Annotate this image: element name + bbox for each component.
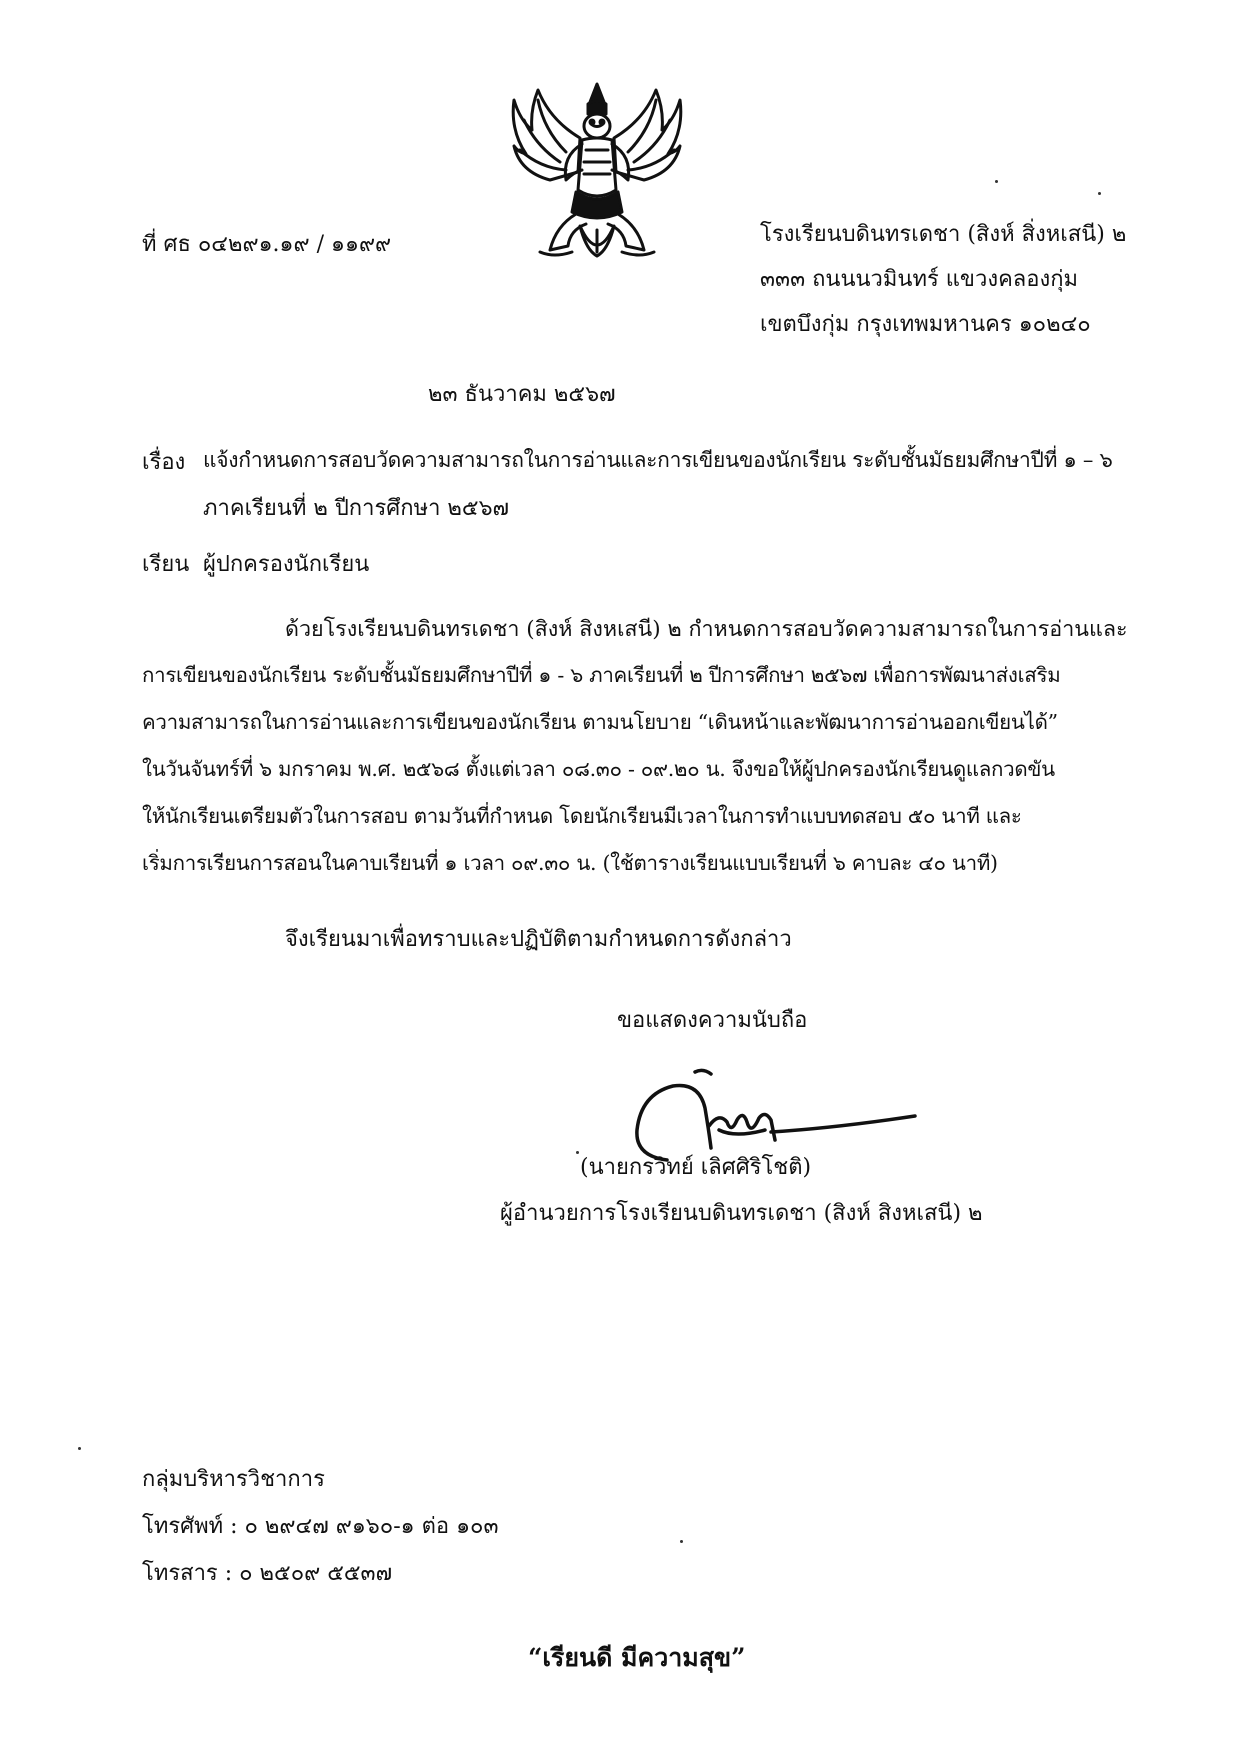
- scan-speck: [576, 1151, 579, 1154]
- subject-line-1: แจ้งกำหนดการสอบวัดความสามารถในการอ่านและการเขียนของนักเรียน ระดับชั้นมัธยมศึกษาปีที่ ๑ – ๖: [203, 448, 1113, 472]
- letter-date: ๒๓ ธันวาคม ๒๕๖๗: [428, 382, 616, 407]
- reference-number: ที่ ศธ ๐๔๒๙๑.๑๙ / ๑๑๙๙: [142, 232, 392, 257]
- garuda-emblem: [510, 80, 685, 272]
- body-line: ความสามารถในการอ่านและการเขียนของนักเรียน ตามนโยบาย “เดินหน้าและพัฒนาการอ่านออกเขียนได้”: [142, 710, 1058, 734]
- subject-line-2: ภาคเรียนที่ ๒ ปีการศึกษา ๒๕๖๗: [203, 496, 510, 521]
- scan-speck: [680, 1540, 683, 1543]
- recipient-label: เรียน: [142, 552, 190, 577]
- body-line: ด้วยโรงเรียนบดินทรเดชา (สิงห์ สิงหเสนี) ๒ กำหนดการสอบวัดความสามารถในการอ่านและ: [285, 617, 1128, 642]
- body-line: การเขียนของนักเรียน ระดับชั้นมัธยมศึกษาปีที่ ๑ - ๖ ภาคเรียนที่ ๒ ปีการศึกษา ๒๕๖๗ เพื่อการพัฒนาส่งเสริม: [142, 663, 1061, 687]
- body-line: เริ่มการเรียนการสอนในคาบเรียนที่ ๑ เวลา ๐๙.๓๐ น. (ใช้ตารางเรียนแบบเรียนที่ ๖ คาบละ ๔๐ นาที): [142, 851, 998, 875]
- scan-speck: [78, 1447, 81, 1450]
- footer-phone: โทรศัพท์ : ๐ ๒๙๔๗ ๙๑๖๐-๑ ต่อ ๑๐๓: [142, 1514, 499, 1539]
- scan-speck: [995, 180, 998, 183]
- signatory-title: ผู้อำนวยการโรงเรียนบดินทรเดชา (สิงห์ สิงหเสนี) ๒: [500, 1201, 983, 1226]
- body-line: ในวันจันทร์ที่ ๖ มกราคม พ.ศ. ๒๕๖๘ ตั้งแต่เวลา ๐๘.๓๐ - ๐๙.๒๐ น. จึงขอให้ผู้ปกครองนักเรียนดูแลกวดขัน: [142, 757, 1055, 781]
- school-address-line-1: ๓๓๓ ถนนนวมินทร์ แขวงคลองกุ่ม: [760, 267, 1079, 292]
- signatory-name: (นายกรวิทย์ เลิศศิริโชติ): [580, 1155, 812, 1180]
- school-address-line-2: เขตบึงกุ่ม กรุงเทพมหานคร ๑๐๒๔๐: [760, 312, 1091, 337]
- footer-department: กลุ่มบริหารวิชาการ: [142, 1467, 325, 1492]
- closing-request: จึงเรียนมาเพื่อทราบและปฏิบัติตามกำหนดการดังกล่าว: [285, 927, 792, 952]
- recipient-value: ผู้ปกครองนักเรียน: [203, 552, 370, 577]
- school-name: โรงเรียนบดินทรเดชา (สิงห์ สิ่งหเสนี) ๒: [760, 222, 1127, 247]
- scan-speck: [1098, 192, 1101, 195]
- complimentary-close: ขอแสดงความนับถือ: [617, 1008, 808, 1033]
- footer-fax: โทรสาร : ๐ ๒๕๐๙ ๕๕๓๗: [142, 1561, 393, 1586]
- subject-label: เรื่อง: [142, 450, 186, 475]
- school-motto: “เรียนดี มีความสุข”: [528, 1643, 746, 1672]
- body-line: ให้นักเรียนเตรียมตัวในการสอบ ตามวันที่กำหนด โดยนักเรียนมีเวลาในการทำแบบทดสอบ ๕๐ นาที และ: [142, 804, 1022, 828]
